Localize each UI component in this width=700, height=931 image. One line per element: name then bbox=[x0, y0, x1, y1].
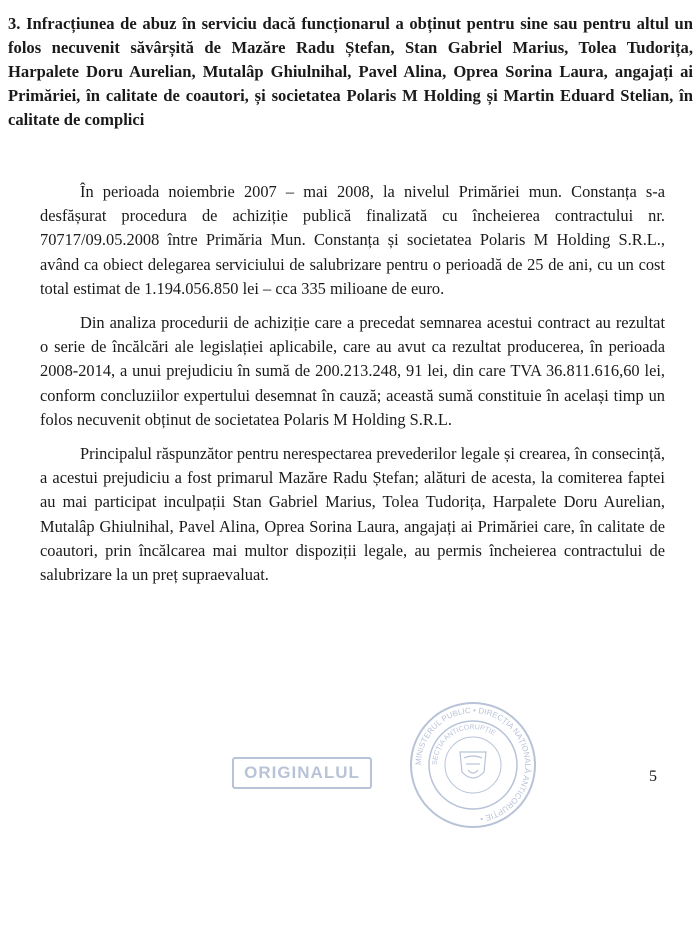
section-heading: 3. Infracțiunea de abuz în serviciu dacă funcționarul a obținut pentru sine sau pentru altul un folos necuvenit săvârșită de Mazăre Radu Ștefan, Stan Gabriel Marius, Tolea Tudorița, Harpalete Doru Aurelian, Mutalâp Ghiulnihal, Pavel Alina, Oprea Sorina Laura, angajați ai Primăriei, în calitate de coautori, și societatea Polaris M Holding și Martin Eduard Stelian, în calitate de complici bbox=[8, 14, 693, 129]
seal-outer-text: MINISTERUL PUBLIC • DIRECȚIA NAȚIONALĂ ANTICORUPȚIE • bbox=[413, 705, 533, 824]
official-seal-icon bbox=[408, 700, 538, 830]
paragraph-1: În perioada noiembrie 2007 – mai 2008, la nivelul Primăriei mun. Constanța s-a desfășurat procedura de achiziție publică finalizată cu încheierea contractului nr. 70717/09.05.2008 între Primăria Mun. Constanța și societatea Polaris M Holding S.R.L., având ca obiect delegarea serviciului de salubrizare pentru o perioadă de 25 de ani, cu un cost total estimat de 1.194.056.850 lei – cca 335 milioane de euro. bbox=[40, 182, 665, 298]
original-stamp-label: ORIGINALUL bbox=[244, 763, 360, 782]
seal-emblem-icon bbox=[460, 752, 486, 778]
original-stamp bbox=[232, 757, 372, 789]
paragraph-3: Principalul răspunzător pentru nerespectarea prevederilor legale și crearea, în consecință, a acestui prejudiciu a fost primarul Mazăre Radu Ștefan; alături de acesta, la comiterea faptei au mai participat inculpații Stan Gabriel Marius, Tolea Tudorița, Harpalete Doru Aurelian, Mutalâp Ghiulnihal, Pavel Alina, Oprea Sorina Laura, angajați ai Primăriei care, în calitate de coautori, prin încălcarea mai multor dispoziții legale, au permis încheierea contractului de salubrizare la un preț supraevaluat. bbox=[40, 444, 665, 585]
page-number: 5 bbox=[649, 768, 657, 785]
paragraph-2: Din analiza procedurii de achiziție care a precedat semnarea acestui contract au rezultat o serie de încălcări ale legislației aplicabile, care au avut ca rezultat producerea, în perioada 2008-2014, a unui prejudiciu în sumă de 200.213.248, 91 lei, din care TVA 36.811.616,60 lei, conform concluziilor expertului desemnat în cauză; această sumă constituie în același timp un folos necuvenit obținut de societatea Polaris M Holding S.R.L. bbox=[40, 313, 665, 429]
body-text bbox=[40, 180, 665, 597]
seal-inner-text: SECȚIA ANTICORUPȚIE bbox=[431, 723, 497, 766]
